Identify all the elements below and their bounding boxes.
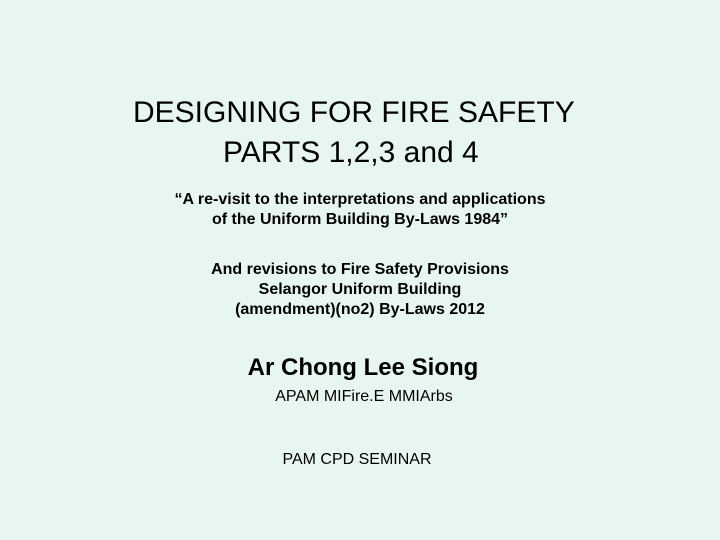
revisions-line-1: And revisions to Fire Safety Provisions xyxy=(211,261,509,278)
subtitle-line-2: of the Uniform Building By-Laws 1984” xyxy=(211,211,509,228)
slide-title-line-2: PARTS 1,2,3 and 4 xyxy=(223,136,479,169)
subtitle-line-1: “A re-visit to the interpretations and applications xyxy=(174,191,546,208)
slide-title-line-1: DESIGNING FOR FIRE SAFETY xyxy=(133,96,575,129)
presenter-name: Ar Chong Lee Siong xyxy=(247,354,479,381)
slide-subtitle xyxy=(0,190,720,230)
seminar-name: PAM CPD SEMINAR xyxy=(282,451,432,468)
presenter-credentials: APAM MIFire.E MMIArbs xyxy=(275,388,453,405)
revisions-line-3: (amendment)(no2) By-Laws 2012 xyxy=(235,301,485,318)
revisions-text xyxy=(0,260,720,320)
revisions-line-2: Selangor Uniform Building xyxy=(258,281,462,298)
